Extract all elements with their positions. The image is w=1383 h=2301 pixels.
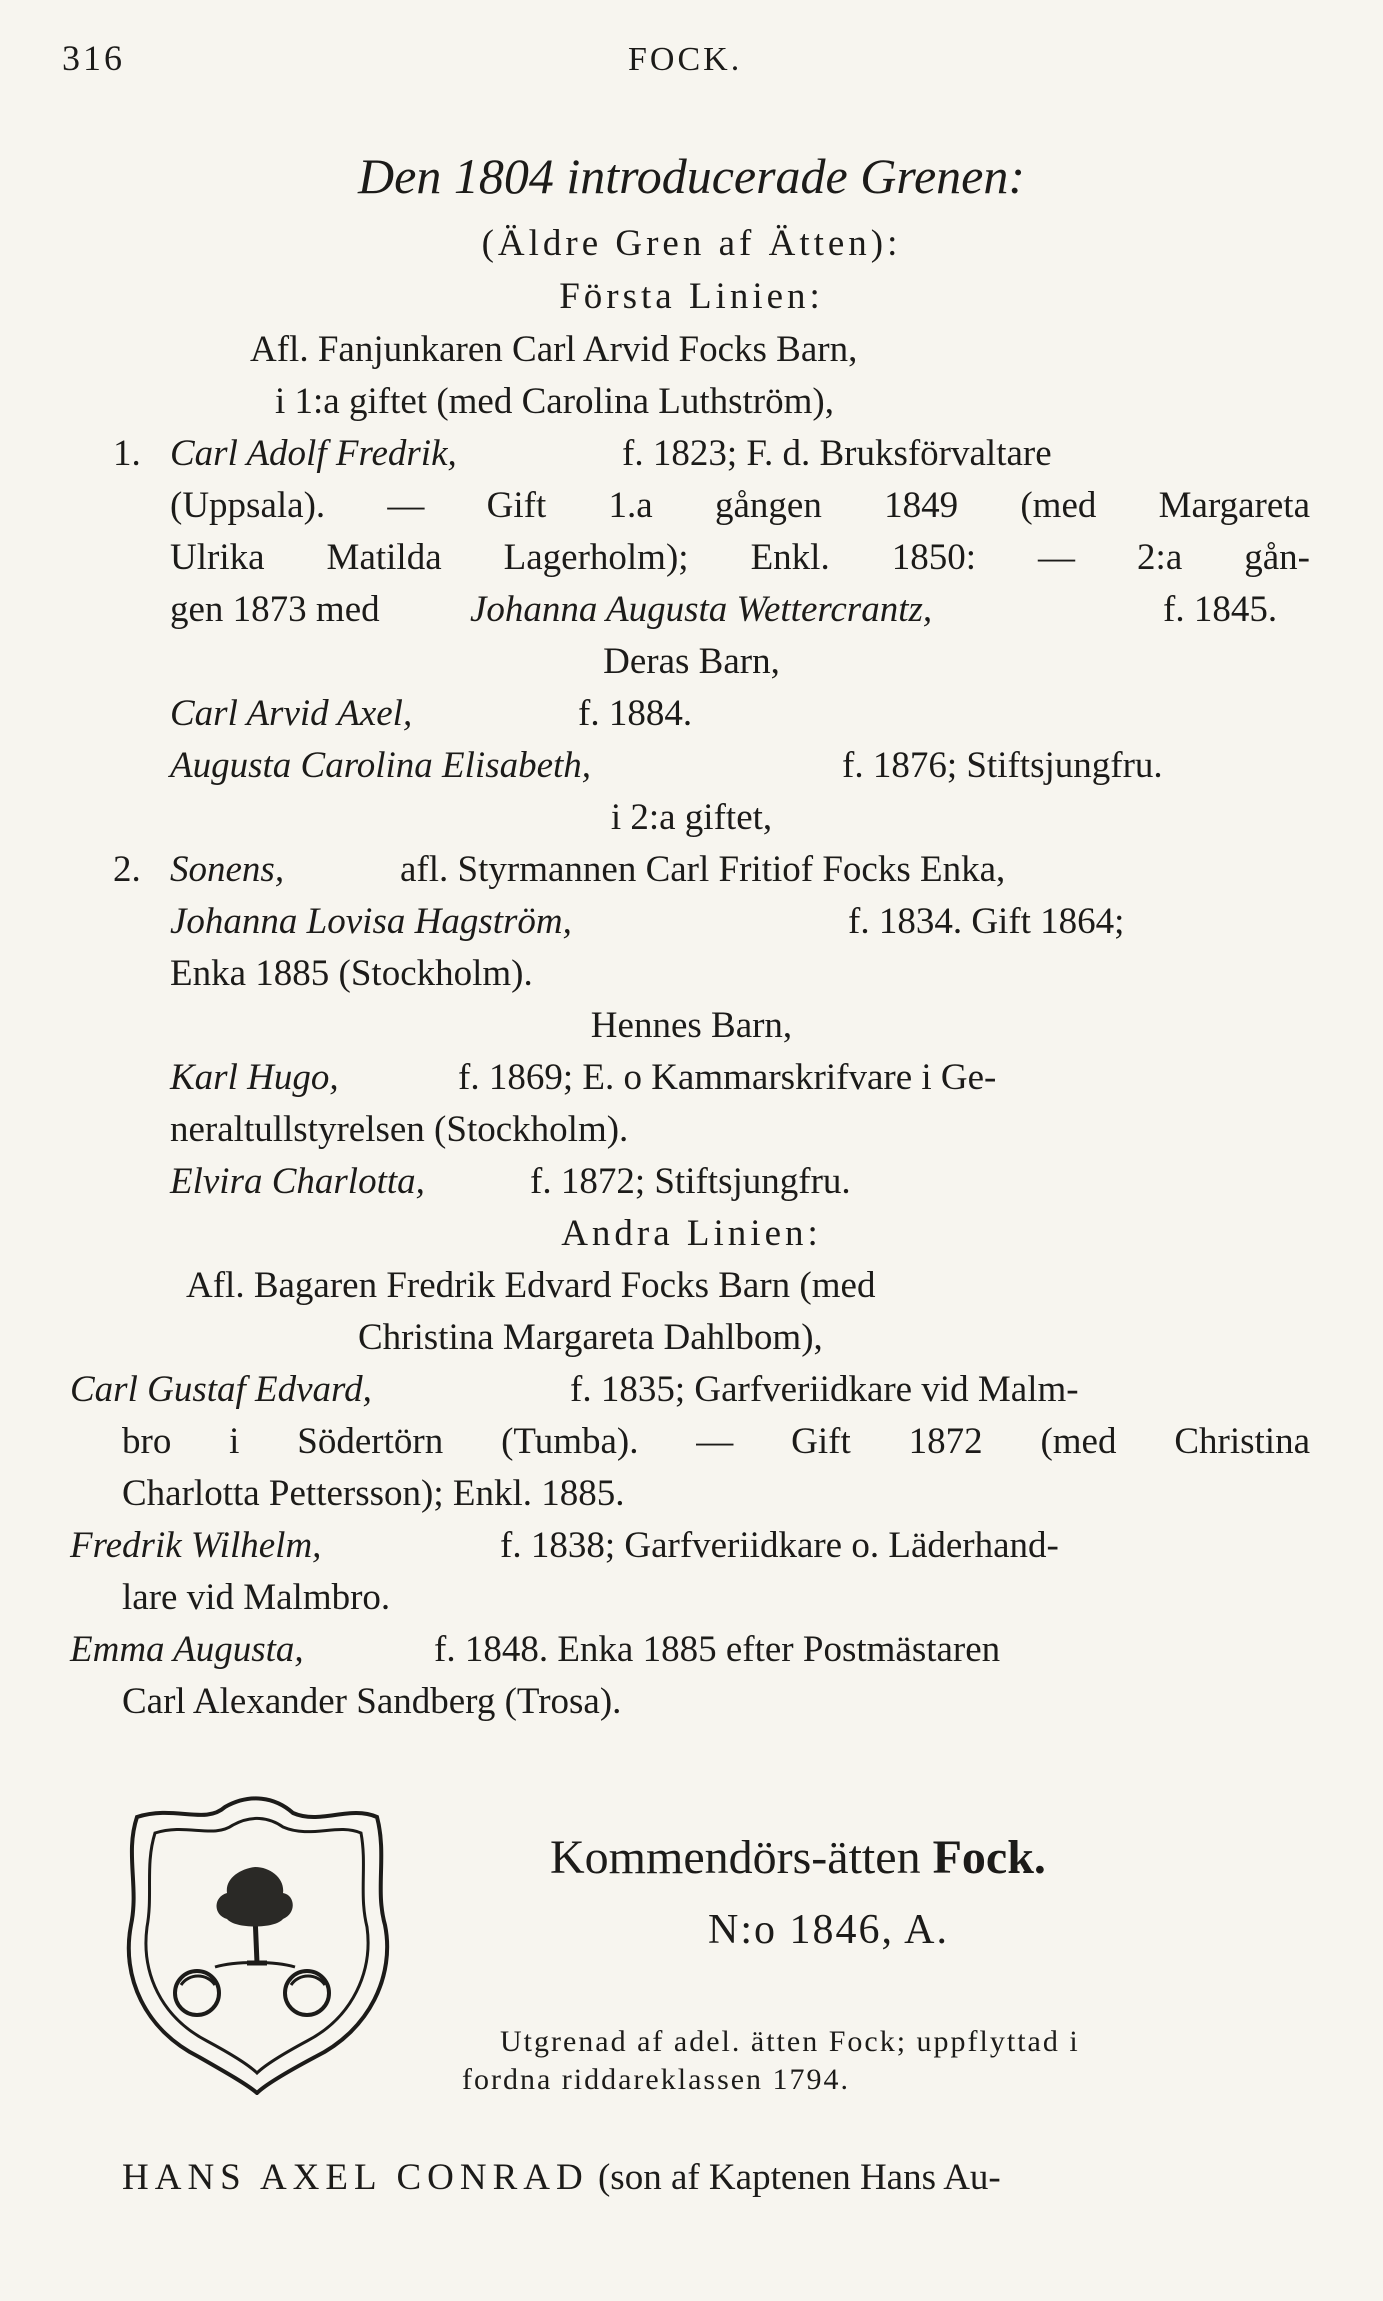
kommendor-note-1: Utgrenad af adel. ätten Fock; uppflyttad i — [500, 2025, 1080, 2058]
entry1-line1: f. 1823; F. d. Bruksförvaltare — [622, 433, 1052, 474]
child2-info: f. 1876; Stiftsjungfru. — [842, 745, 1163, 786]
person1-line3: Charlotta Pettersson); Enkl. 1885. — [122, 1473, 625, 1514]
child4-name: Elvira Charlotta, — [170, 1161, 425, 1202]
entry2-line2: f. 1834. Gift 1864; — [848, 901, 1125, 942]
entry1-name: Carl Adolf Fredrik, — [170, 433, 457, 474]
entry1-line4a: gen 1873 med — [170, 589, 380, 630]
child3-line2: neraltullstyrelsen (Stockholm). — [170, 1109, 629, 1150]
child3-line1: f. 1869; E. o Kammarskrifvare i Ge- — [458, 1057, 997, 1098]
person1-line1: f. 1835; Garfveriidkare vid Malm- — [570, 1369, 1079, 1410]
last-line-rest: (son af Kaptenen Hans Au- — [597, 2157, 1001, 2198]
entry2-line1: afl. Styrmannen Carl Fritiof Focks Enka, — [400, 849, 1006, 890]
kommendor-note-2: fordna riddareklassen 1794. — [462, 2063, 851, 2096]
entry1-spouse: Johanna Augusta Wettercrantz, — [470, 589, 933, 630]
kommendor-title-a: Kommendörs-ätten — [550, 1831, 921, 1884]
person2-name: Fredrik Wilhelm, — [70, 1525, 322, 1566]
kommendor-title-b: Fock. — [932, 1831, 1046, 1884]
person1-line2: bro i Södertörn (Tumba). — Gift 1872 (med Christina — [122, 1421, 1310, 1462]
person2-line1: f. 1838; Garfveriidkare o. Läderhand- — [500, 1525, 1059, 1566]
last-line — [122, 2156, 1001, 2200]
person1-name: Carl Gustaf Edvard, — [70, 1369, 372, 1410]
person2-line2: lare vid Malmbro. — [122, 1577, 391, 1618]
entry1-line3: Ulrika Matilda Lagerholm); Enkl. 1850: — 2:a gån- — [170, 537, 1310, 578]
person3-name: Emma Augusta, — [70, 1629, 304, 1670]
child1-info: f. 1884. — [578, 693, 693, 734]
child4-info: f. 1872; Stiftsjungfru. — [530, 1161, 851, 1202]
entry1-line2: (Uppsala). — Gift 1.a gången 1849 (med Margareta — [170, 485, 1310, 526]
section-title: Den 1804 introducerade Grenen: — [358, 148, 1025, 204]
entry1-line4b: f. 1845. — [1163, 589, 1278, 630]
linje2-intro-1: Afl. Bagaren Fredrik Edvard Focks Barn (med — [186, 1265, 876, 1306]
entry2-line3: Enka 1885 (Stockholm). — [170, 953, 533, 994]
entry1-number: 1. — [113, 433, 141, 474]
kommendor-number: N:o 1846, A. — [708, 1907, 950, 1953]
person3-line2: Carl Alexander Sandberg (Trosa). — [122, 1681, 622, 1722]
coat-of-arms-icon — [115, 1795, 400, 2095]
child2-name: Augusta Carolina Elisabeth, — [170, 745, 592, 786]
entry2-widow-name: Johanna Lovisa Hagström, — [170, 901, 572, 942]
section-subtitle: (Äldre Gren af Ätten): — [481, 223, 902, 264]
linje1-intro-1: Afl. Fanjunkaren Carl Arvid Focks Barn, — [250, 329, 858, 370]
running-head: FOCK. — [628, 41, 743, 78]
linje1-heading: Första Linien: — [559, 276, 824, 317]
entry2-number: 2. — [113, 849, 141, 890]
person3-line1: f. 1848. Enka 1885 efter Postmästaren — [434, 1629, 1001, 1670]
linje1-intro-2: i 1:a giftet (med Carolina Luthström), — [275, 381, 834, 422]
last-line-name: HANS AXEL CONRAD — [122, 2157, 589, 2198]
child1-name: Carl Arvid Axel, — [170, 693, 413, 734]
entry2-name: Sonens, — [170, 849, 285, 890]
kommendor-title — [550, 1830, 1046, 1886]
linje2-heading: Andra Linien: — [561, 1213, 822, 1254]
linje2-intro-2: Christina Margareta Dahlbom), — [358, 1317, 823, 1358]
hennes-barn: Hennes Barn, — [590, 1005, 793, 1046]
second-marriage: i 2:a giftet, — [610, 797, 773, 838]
child3-name: Karl Hugo, — [170, 1057, 339, 1098]
deras-barn: Deras Barn, — [603, 641, 780, 682]
page-number: 316 — [62, 38, 125, 78]
